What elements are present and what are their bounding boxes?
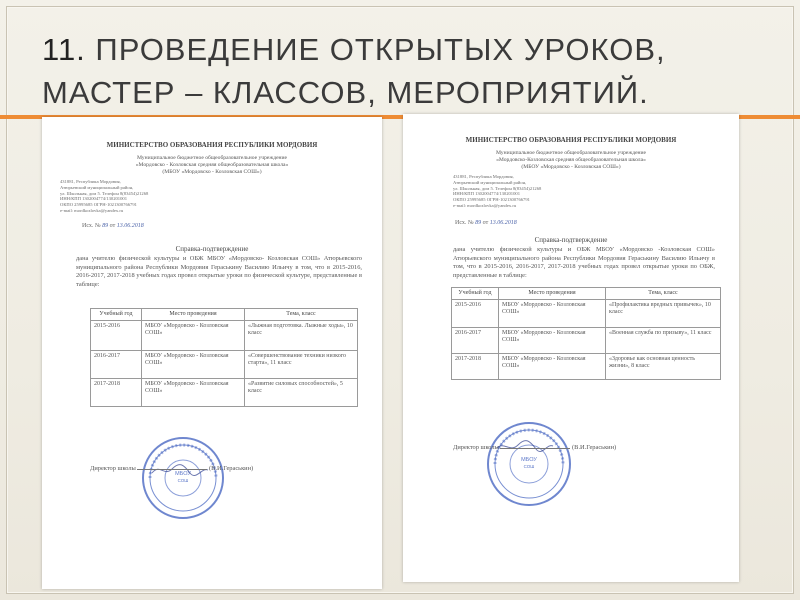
reference-line xyxy=(455,220,517,226)
signature-line xyxy=(90,465,253,472)
table-header-cell: Место проведения xyxy=(142,309,245,321)
address-line: Атюрьевский муниципальный район, xyxy=(453,179,527,185)
address-line: ИНН/КПП 1302004774/130201001 xyxy=(453,191,520,197)
place-cell: МБОУ «Мордовско - Козловская СОШ» xyxy=(142,351,245,379)
address-block xyxy=(453,174,541,209)
ministry-heading: МИНИСТЕРСТВО ОБРАЗОВАНИЯ РЕСПУБЛИКИ МОРДОВИЯ xyxy=(106,141,318,149)
signature-label: Директор школы xyxy=(90,465,136,472)
topic-cell: «Здоровье как основная ценность жизни», 8 класс xyxy=(606,354,721,380)
svg-text:СОШ: СОШ xyxy=(177,478,189,483)
table-row xyxy=(452,328,721,354)
institution-line-3: (МБОУ «Мордовско - Козловская СОШ») xyxy=(521,164,621,170)
signature-name: (В.И.Гераськин) xyxy=(209,465,254,472)
signature-blank xyxy=(500,448,570,449)
address-line: ОКПО 25995685 ОГРН-1021300766791 xyxy=(60,202,137,208)
topic-cell: «Профилактика вредных привычек», 10 класс xyxy=(606,300,721,328)
document-body: дана учителю физической культуры и ОБЖ МБОУ «Мордовско -Козловская СОШ» Атюрьевского муниципального района Республики Мордовия Гераськину Василию Ильичу в том, что в 2015-2016, 2016-2017, 2017-2018 учебных годах провел открытые уроки по ОБЖ, представленные в таблице: xyxy=(453,246,715,279)
institution-line-3: (МБОУ «Мордовско - Козловская СОШ») xyxy=(162,169,262,175)
document-title: Справка-подтверждение xyxy=(175,245,249,253)
slide-title xyxy=(42,28,762,114)
table-row xyxy=(91,379,358,407)
place-cell: МБОУ «Мордовско - Козловская СОШ» xyxy=(142,379,245,407)
ref-number: 89 xyxy=(475,220,482,226)
signature-blank xyxy=(137,469,207,470)
ref-label: Исх. № xyxy=(82,223,101,229)
institution-line-1: Муниципальное бюджетное общеобразовательное учреждение xyxy=(136,155,288,161)
address-line: Атюрьевский муниципальный район, xyxy=(60,184,134,190)
table-header-cell: Учебный год xyxy=(91,309,142,321)
table-header-cell: Место проведения xyxy=(499,288,606,300)
table-header-cell: Учебный год xyxy=(452,288,499,300)
address-line: ИНН/КПП 1302004774/130201001 xyxy=(60,196,127,202)
ref-label: Исх. № xyxy=(455,220,474,226)
place-cell: МБОУ «Мордовско - Козловская СОШ» xyxy=(499,300,606,328)
slide-title-text: ПРОВЕДЕНИЕ ОТКРЫТЫХ УРОКОВ, МАСТЕР – КЛАССОВ, МЕРОПРИЯТИЙ. xyxy=(42,32,666,110)
institution-name xyxy=(42,155,382,176)
ministry-heading: МИНИСТЕРСТВО ОБРАЗОВАНИЯ РЕСПУБЛИКИ МОРДОВИЯ xyxy=(465,136,677,144)
address-line: ОКПО 25995685 ОГРН-1021300766791 xyxy=(453,197,530,203)
school-seal-stamp xyxy=(485,420,573,508)
ref-date: 13.06.2018 xyxy=(116,223,144,229)
ref-date-label: от xyxy=(482,220,489,226)
address-line: ул. Школьная, дом 5. Телефон 8(83454)21268 xyxy=(60,190,149,196)
table-header-cell: Тема, класс xyxy=(606,288,721,300)
table-row xyxy=(91,351,358,379)
topic-cell: «Совершенствование техники низкого старта», 11 класс xyxy=(245,351,358,379)
signature-line xyxy=(453,444,616,451)
year-cell: 2017-2018 xyxy=(91,379,142,407)
place-cell: МБОУ «Мордовско - Козловская СОШ» xyxy=(142,321,245,351)
institution-name xyxy=(403,150,739,171)
place-cell: МБОУ «Мордовско - Козловская СОШ» xyxy=(499,354,606,380)
institution-line-2: «Мордовско-Козловская средняя общеобразовательная школа» xyxy=(496,157,646,163)
reference-line xyxy=(82,223,144,229)
ref-date: 13.06.2018 xyxy=(489,220,517,226)
signature-label: Директор школы xyxy=(453,444,499,451)
address-block xyxy=(60,179,148,214)
lessons-table xyxy=(451,287,721,380)
document-body: дана учителю физической культуры и ОБЖ МБОУ «Мордовско- Козловская СОШ» Атюрьевского муниципального района Республики Мордовия Гераськину Василию Ильичу в том, что в 2015-2016, 2016-2017, 2017-2018 учебных годах провел открытые уроки по физической культуре, представленные в таблице: xyxy=(76,255,362,288)
svg-text:СОШ: СОШ xyxy=(523,464,535,469)
topic-cell: «Лыжная подготовка. Лыжные ходы», 10 класс xyxy=(245,321,358,351)
address-line: e-mail: mordkozlovka@yandex.ru xyxy=(60,207,124,213)
address-line: 431881, Республика Мордовия, xyxy=(60,179,121,184)
certificate-document-1 xyxy=(42,117,382,589)
table-header-cell: Тема, класс xyxy=(245,309,358,321)
year-cell: 2017-2018 xyxy=(452,354,499,380)
ref-number: 89 xyxy=(102,223,109,229)
table-row xyxy=(91,321,358,351)
svg-text:МБОУ: МБОУ xyxy=(175,471,191,477)
topic-cell: «Военная служба по призыву», 11 класс xyxy=(606,328,721,354)
address-line: e-mail: mordkozlovka@yandex.ru xyxy=(453,202,517,208)
table-row xyxy=(452,354,721,380)
place-cell: МБОУ «Мордовско - Козловская СОШ» xyxy=(499,328,606,354)
document-title: Справка-подтверждение xyxy=(534,236,608,244)
table-row xyxy=(452,300,721,328)
table-header-row xyxy=(452,288,721,300)
lessons-table xyxy=(90,308,358,407)
year-cell: 2015-2016 xyxy=(452,300,499,328)
signature-name: (В.И.Гераськин) xyxy=(572,444,617,451)
topic-cell: «Развитие силовых способностей», 5 класс xyxy=(245,379,358,407)
svg-text:МБОУ: МБОУ xyxy=(521,457,537,463)
table-header-row xyxy=(91,309,358,321)
slide-title-number: 11. xyxy=(42,32,86,67)
certificate-document-2 xyxy=(403,114,739,582)
institution-line-2: «Мордовско - Козловская средняя общеобразовательная школа» xyxy=(135,162,289,168)
address-line: 431881, Республика Мордовия, xyxy=(453,174,514,179)
ref-date-label: от xyxy=(109,223,116,229)
year-cell: 2016-2017 xyxy=(91,351,142,379)
institution-line-1: Муниципальное бюджетное общеобразовательное учреждение xyxy=(495,150,647,156)
year-cell: 2016-2017 xyxy=(452,328,499,354)
address-line: ул. Школьная, дом 5. Телефон 8(83454)21268 xyxy=(453,185,542,191)
year-cell: 2015-2016 xyxy=(91,321,142,351)
